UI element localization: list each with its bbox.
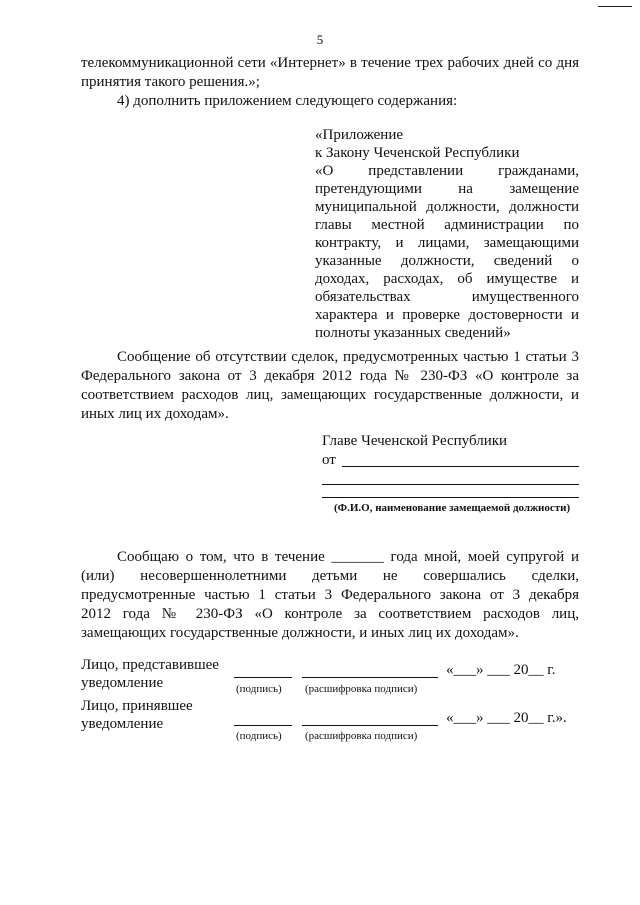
submitted-label-line-1: Лицо, представившее	[81, 657, 219, 673]
received-sign-caption: (подпись)	[236, 730, 282, 742]
body-line: замещающих государственные должности, и иных лиц их доходам».	[81, 625, 519, 641]
appendix-title: «Приложение	[315, 127, 404, 143]
page-number: 5	[316, 32, 324, 47]
appendix-line: указанные должности, сведений о	[315, 253, 579, 269]
appendix-law: к Закону Чеченской Республики	[315, 145, 520, 161]
intro-line-3: 4) дополнить приложением следующего содержания:	[117, 93, 458, 109]
appendix-line: «О представлении гражданами,	[315, 163, 579, 179]
title-line: соответствием расходов лиц, замещающих государственные должности, и	[81, 387, 579, 403]
appendix-line: главы местной администрации по	[315, 217, 579, 233]
appendix-line: претендующими на замещение	[315, 181, 579, 197]
from-extra-field	[322, 497, 579, 498]
appendix-line: контракту, и лицами, замещающими	[315, 235, 579, 251]
submitted-decode-caption: (расшифровка подписи)	[305, 683, 418, 695]
received-date: «___» ___ 20__ г.».	[446, 710, 567, 726]
received-signature-field	[234, 725, 292, 726]
submitted-date: «___» ___ 20__ г.	[446, 662, 556, 678]
name-position-caption: (Ф.И.О, наименование замещаемой должности)	[334, 502, 571, 514]
body-line: Сообщаю о том, что в течение _______ года мной, моей супругой и	[117, 549, 579, 565]
received-decode-caption: (расшифровка подписи)	[305, 730, 418, 742]
from-label: от	[322, 452, 336, 468]
appendix-line: доходах, расходах, об имуществе и	[315, 271, 579, 287]
received-decode-field	[302, 725, 438, 726]
received-label-line-2: уведомление	[81, 716, 164, 732]
addressee-line: Главе Чеченской Республики	[322, 433, 508, 449]
submitted-label-line-2: уведомление	[81, 675, 164, 691]
corner-mark	[598, 6, 632, 7]
submitted-decode-field	[302, 677, 438, 678]
appendix-line: муниципальной должности, должности	[315, 199, 579, 215]
from-name-field	[342, 466, 579, 467]
body-line: (или) несовершеннолетними детьми не совершались сделки,	[81, 568, 579, 584]
intro-line-1: телекоммуникационной сети «Интернет» в течение трех рабочих дней со дня	[81, 55, 579, 71]
title-line: иных лиц их доходам».	[81, 406, 229, 422]
title-line: Сообщение об отсутствии сделок, предусмотренных частью 1 статьи 3	[117, 349, 579, 365]
intro-line-2: принятия такого решения.»;	[81, 74, 260, 90]
body-line: предусмотренные частью 1 статьи 3 Федерального закона от 3 декабря	[81, 587, 579, 603]
from-position-field	[322, 484, 579, 485]
received-label-line-1: Лицо, принявшее	[81, 698, 193, 714]
appendix-line: характера и проверке достоверности и	[315, 307, 579, 323]
body-line: 2012 года № 230-ФЗ «О контроле за соответствием расходов лиц,	[81, 606, 579, 622]
submitted-sign-caption: (подпись)	[236, 683, 282, 695]
appendix-line: обязательствах имущественного	[315, 289, 579, 305]
title-line: Федерального закона от 3 декабря 2012 года № 230-ФЗ «О контроле за	[81, 368, 579, 384]
submitted-signature-field	[234, 677, 292, 678]
appendix-line: полноты указанных сведений»	[315, 325, 511, 341]
